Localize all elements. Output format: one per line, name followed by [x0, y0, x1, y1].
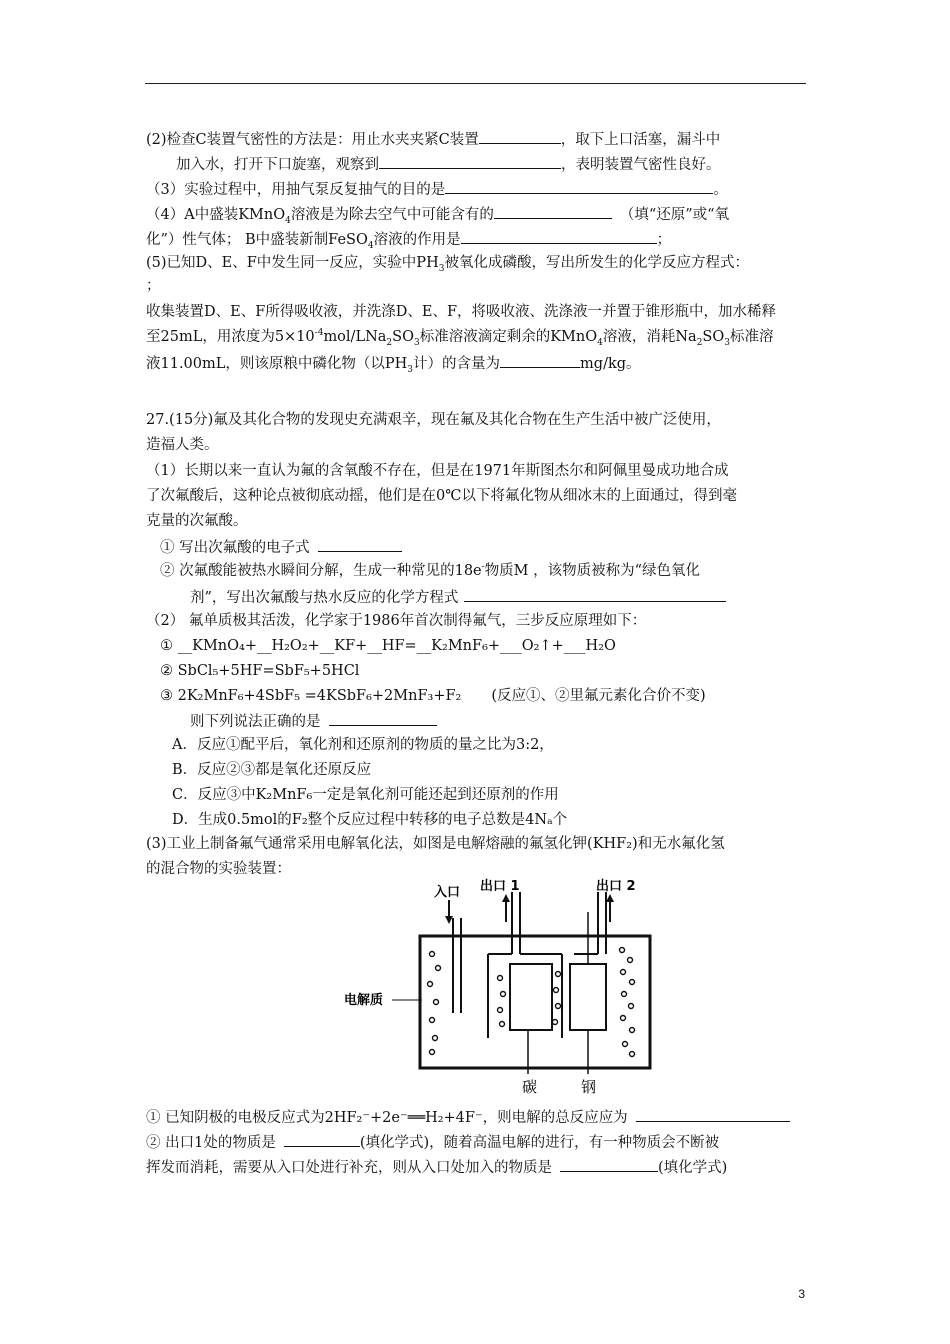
steel-electrode — [570, 964, 606, 1030]
reaction-3: ③ 2K₂MnF₆+4SbF₅ =4KSbF₆+2MnF₃+F₂ (反应①、②里氟元素化合价不变) — [160, 688, 706, 704]
q27-part3-line2: 的混合物的实验装置： — [146, 861, 291, 877]
q27-part1-line1: （1）长期以来一直认为氟的含氧酸不存在，但是在1971年斯图杰尔和阿佩里曼成功地合成 — [146, 463, 729, 479]
q27-part1-ii-line2: 剂”，写出次氟酸与热水反应的化学方程式 — [190, 586, 726, 608]
answer-blank[interactable] — [329, 710, 437, 726]
page-number: 3 — [798, 1287, 805, 1301]
carbon-label: 碳 — [522, 1078, 538, 1096]
carbon-electrode — [510, 964, 552, 1030]
q26-part5-line4: 液11.00mL，则该原粮中磷化物（以$PH_3$计）的含量为 mg/kg。 — [146, 352, 641, 374]
option-d[interactable]: D．生成0.5mol的F₂整个反应过程中转移的电子总数是4Nₐ个 — [172, 812, 568, 828]
inlet-label: 入口 — [434, 885, 461, 900]
q26-part2-line1: (2)检查C装置气密性的方法是：用止水夹夹紧C装置 ，取下上口活塞，漏斗中 — [146, 128, 720, 150]
steel-label: 钢 — [581, 1078, 597, 1096]
answer-blank[interactable] — [379, 153, 561, 169]
option-c[interactable]: C．反应③中K₂MnF₆一定是氧化剂可能还起到还原剂的作用 — [172, 787, 559, 803]
answer-blank[interactable] — [445, 178, 713, 194]
q27-part3-i: ① 已知阴极的电极反应式为2HF₂⁻+2e⁻══H₂+4F⁻，则电解的总反应应为 — [146, 1106, 790, 1128]
q26-part5-semicolon: ； — [146, 278, 161, 294]
outlet-2-label: 出口 2 — [596, 879, 636, 894]
q26-part5-line2: 收集装置D、E、F所得吸收液，并洗涤D、E、F，将吸收液、洗涤液一并置于锥形瓶中，加水稀释 — [146, 304, 777, 320]
answer-blank[interactable] — [318, 536, 402, 552]
q27-part1-line2: 了次氟酸后，这种论点被彻底动摇，他们是在0℃以下将氟化物从细冰末的上面通过，得到毫 — [146, 488, 737, 504]
q26-part4-line1: （4）A中盛装KMnO$_4$溶液是为除去空气中可能含有的 （填“还原”或“氧 — [146, 203, 729, 225]
q27-part3-ii-line2: 挥发而消耗，需要从入口处进行补充，则从入口处加入的物质是 (填化学式) — [146, 1156, 727, 1178]
q27-part1-line3: 克量的次氟酸。 — [146, 513, 248, 529]
answer-blank[interactable] — [464, 586, 726, 602]
header-rule — [145, 83, 806, 84]
electrolysis-apparatus-diagram — [340, 878, 680, 1098]
q26-part2-line2: 加入水，打开下口旋塞，观察到 ，表明装置气密性良好。 — [176, 153, 721, 175]
q27-part1-ii-line1: ② 次氟酸能被热水瞬间分解，生成一种常见的18e-物质M ，该物质被称为“绿色氧化 — [160, 562, 701, 579]
answer-blank[interactable] — [636, 1106, 790, 1122]
answer-blank[interactable] — [284, 1131, 360, 1147]
q27-part1-i: ① 写出次氟酸的电子式 — [160, 536, 402, 558]
reaction-2: ② SbCl₅+5HF=SbF₅+5HCl — [160, 663, 360, 679]
option-a[interactable]: A．反应①配平后，氧化剂和还原剂的物质的量之比为3:2， — [172, 737, 554, 753]
electrolyte-label: 电解质 — [344, 993, 384, 1008]
q26-part5-line3: 至25mL，用浓度为$5\times 10^{-4}mol/LNa_2SO_3$标准溶液滴定剩余的KMnO$_4$溶液，消耗$Na_2SO_3$标准溶 — [146, 328, 774, 348]
tank — [420, 936, 650, 1068]
answer-blank[interactable] — [479, 128, 561, 144]
q26-part3: （3）实验过程中，用抽气泵反复抽气的目的是 。 — [146, 178, 728, 200]
q26-part5-line1: (5)已知D、E、F中发生同一反应，实验中$PH_3$被氧化成磷酸，写出所发生的化学反应方程式： — [146, 255, 749, 274]
q26-part4-line2: 化”）性气体； B中盛装新制FeSO$_4$溶液的作用是 ； — [146, 228, 671, 250]
option-b[interactable]: B．反应②③都是氧化还原反应 — [172, 762, 372, 778]
q27-part3-line1: (3)工业上制备氟气通常采用电解氧化法，如图是电解熔融的氟氢化钾(KHF₂)和无水氟化氢 — [146, 836, 725, 852]
answer-blank[interactable] — [500, 352, 580, 368]
q27-title: 27.(15分)氟及其化合物的发现史充满艰辛，现在氟及其化合物在生产生活中被广泛使用， — [146, 412, 721, 428]
answer-blank[interactable] — [494, 203, 612, 219]
q27-part2-ask: 则下列说法正确的是 — [190, 710, 437, 732]
outlet-1-label: 出口 1 — [480, 879, 520, 894]
answer-blank[interactable] — [461, 228, 657, 244]
reaction-1: ① __KMnO₄+__H₂O₂+__KF+__HF=__K₂MnF₆+___O₂↑+___H₂O — [160, 638, 616, 654]
q27-title-line2: 造福人类。 — [146, 437, 219, 453]
answer-blank[interactable] — [560, 1156, 658, 1172]
q27-part3-ii-line1: ② 出口1处的物质是 (填化学式)，随着高温电解的进行，有一种物质会不断被 — [146, 1131, 719, 1153]
q27-part2: （2） 氟单质极其活泼，化学家于1986年首次制得氟气，三步反应原理如下： — [146, 613, 647, 629]
